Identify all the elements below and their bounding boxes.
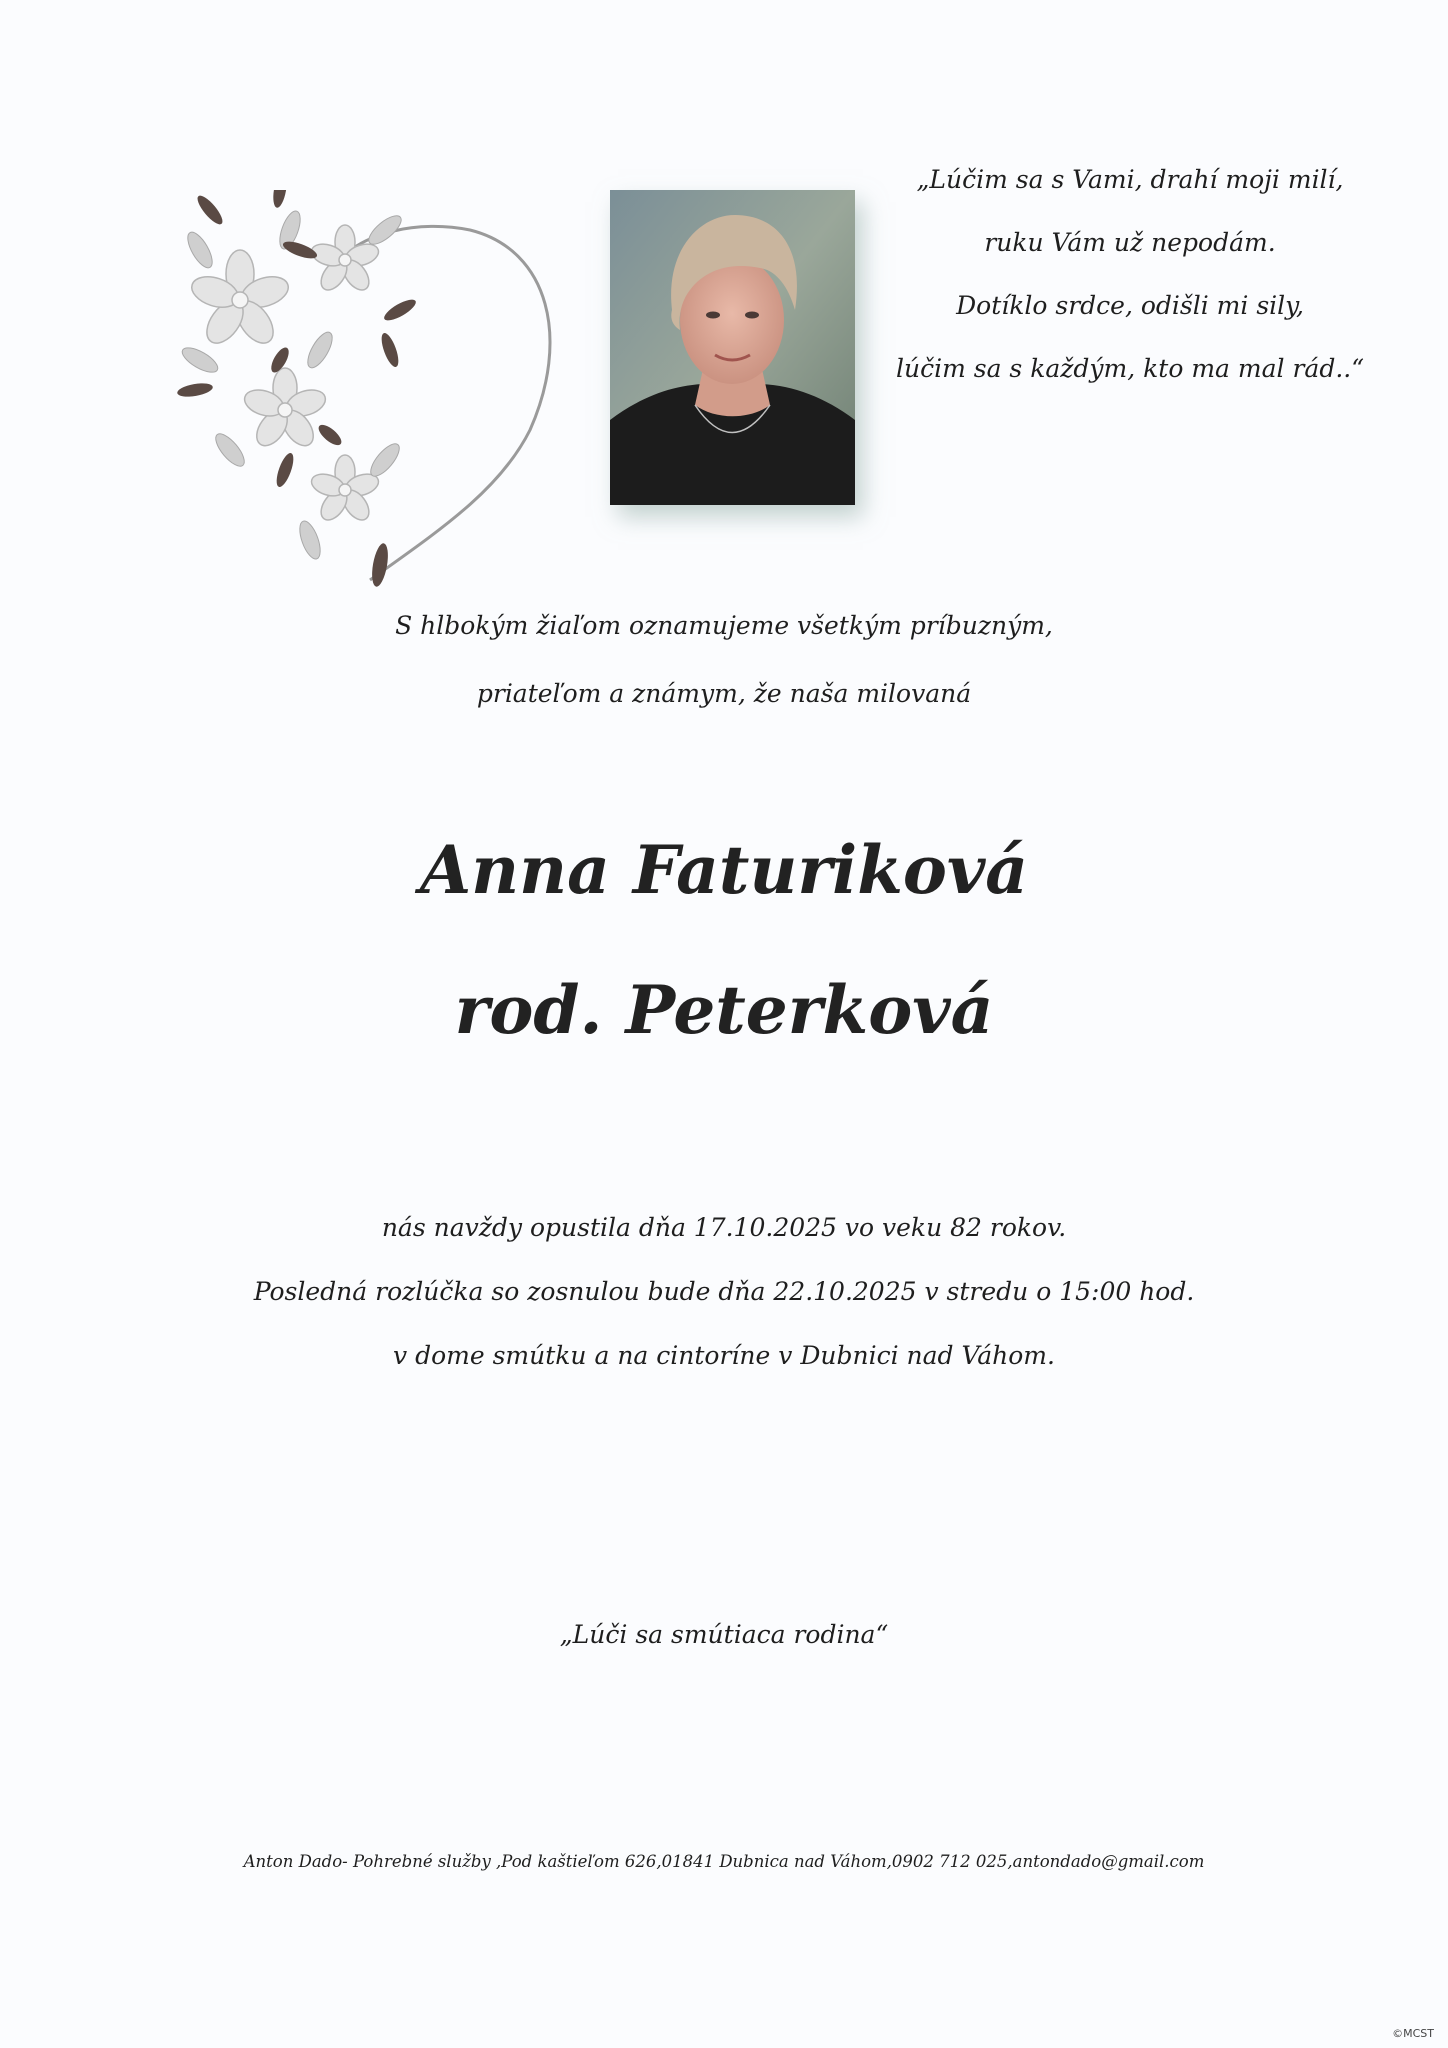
poem-line: Dotíklo srdce, odišli mi sily,	[956, 291, 1304, 320]
announcement-line: priateľom a známym, že naša milovaná	[476, 679, 972, 708]
poem	[880, 148, 1380, 400]
poem-line: lúčim sa s každým, kto ma mal rád..“	[896, 354, 1364, 383]
portrait-photo	[610, 190, 855, 505]
maiden-name: rod. Peterková	[454, 971, 994, 1049]
announcement-line: S hlbokým žiaľom oznamujeme všetkým príbuzným,	[395, 611, 1053, 640]
poem-line: ruku Vám už nepodám.	[984, 228, 1276, 257]
floral-heart-icon	[170, 190, 570, 610]
funeral-details	[0, 1196, 1448, 1388]
family-signoff: „Lúči sa smútiaca rodina“	[559, 1620, 889, 1649]
copyright-mark: ©MCST	[1392, 2027, 1434, 2040]
poem-line: „Lúčim sa s Vami, drahí moji milí,	[916, 165, 1344, 194]
announcement	[0, 592, 1448, 728]
funeral-service-footer: Anton Dado- Pohrebné služby ,Pod kaštieľom 626,01841 Dubnica nad Váhom,0902 712 025,antondado@gmail.com	[243, 1852, 1205, 1871]
details-line: v dome smútku a na cintoríne v Dubnici nad Váhom.	[393, 1341, 1055, 1370]
deceased-name: Anna Faturiková	[419, 831, 1029, 909]
details-line: Posledná rozlúčka so zosnulou bude dňa 22.10.2025 v stredu o 15:00 hod.	[253, 1277, 1195, 1306]
deceased-name-block	[0, 800, 1448, 1080]
details-line: nás navždy opustila dňa 17.10.2025 vo veku 82 rokov.	[381, 1213, 1067, 1242]
